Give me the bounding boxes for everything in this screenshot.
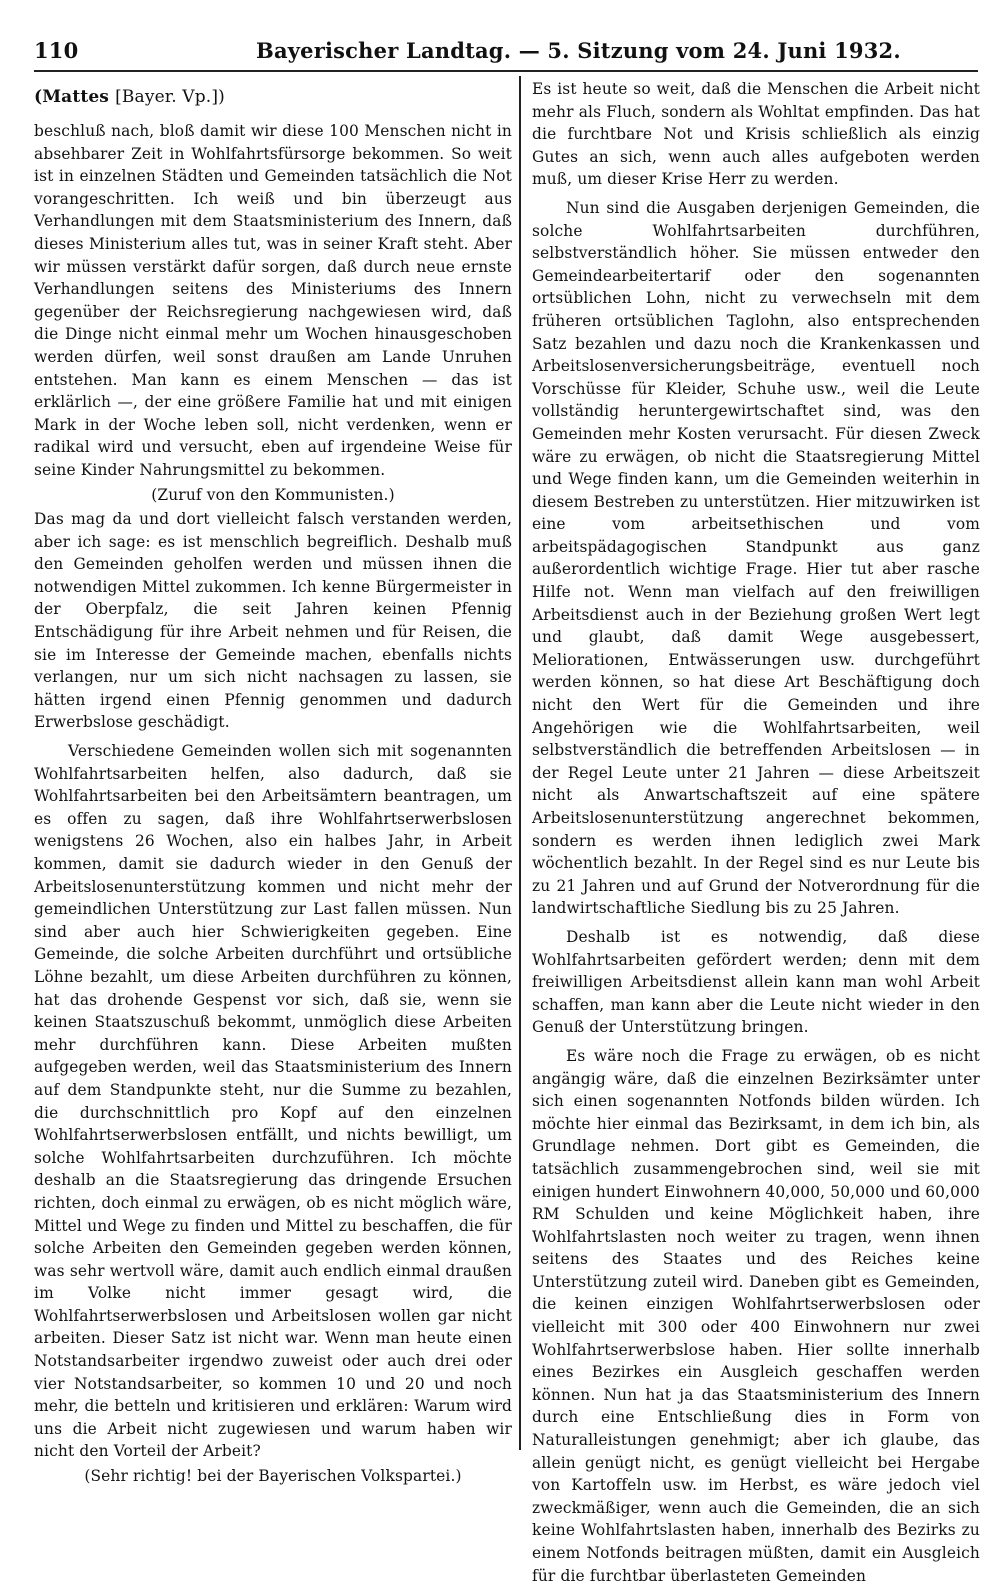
paragraph: Das mag da und dort vielleicht falsch verstanden werden, aber ich sage: es ist menschlich begreiflich. Deshalb muß den Gemeinden geholfen werden und müssen ihnen die notwendigen Mittel zukommen. Ich kenne Bürgermeister in der Oberpfalz, die seit Jahren keinen Pfennig Entschädigung für ihre Arbeit nehmen und für Reisen, die sie im Interesse der Gemeinde machen, ebenfalls nichts verlangen, nur um sich nicht nachsagen zu lassen, sie hätten irgend einen Pfennig genommen und dadurch Erwerbslose geschädigt. xyxy=(34,510,512,732)
paragraph: Es ist heute so weit, daß die Menschen die Arbeit nicht mehr als Fluch, sondern als Wohltat empfinden. Das hat die furchtbare Not und Krisis schließlich als einzig Gutes an sich, wenn auch alles aufgeboten werden muß, um dieser Krise Herr zu werden. xyxy=(532,80,980,189)
running-title: Bayerischer Landtag. — 5. Sitzung vom 24. Juni 1932. xyxy=(256,38,901,63)
page-number: 110 xyxy=(34,38,79,63)
interjection: (Zuruf von den Kommunisten.) xyxy=(151,485,395,504)
speaker-name: (Mattes xyxy=(34,87,110,107)
interjection: (Sehr richtig! bei der Bayerischen Volkspartei.) xyxy=(84,1467,462,1486)
paragraph: beschluß nach, bloß damit wir diese 100 Menschen nicht in absehbarer Zeit in Wohlfahrtsfürsorge bekommen. So weit ist in einzelnen Städten und Gemeinden tatsächlich die Not vorangeschritten. Ich weiß und bin überzeugt aus Verhandlungen mit dem Staatsministerium des Innern, daß dieses Ministerium alles tut, was in seiner Kraft steht. Aber wir müssen verstärkt dafür sorgen, daß durch neue ernste Verhandlungen seitens des Ministeriums des Innern gegenüber der Reichsregierung nachgewiesen wird, daß die Dinge nicht einmal mehr um Wochen hinausgeschoben werden dürfen, weil sonst draußen am Lande Unruhen entstehen. Man kann es einem Menschen — das ist erklärlich —, der eine größere Familie hat und mit einigen Mark in der Woche leben soll, nicht verdenken, wenn er radikal wird und versucht, eben auf irgendeine Weise für seine Kinder Nahrungsmittel zu bekommen. xyxy=(34,122,512,479)
header-rule xyxy=(34,70,978,72)
left-column xyxy=(34,80,512,1503)
paragraph: Verschiedene Gemeinden wollen sich mit sogenannten Wohlfahrtsarbeiten helfen, also dadurch, daß sie Wohlfahrtsarbeiten bei den Arbeitsämtern beantragen, um es offen zu sagen, daß ihre Wohlfahrtserwerbslosen wenigstens 26 Wochen, also ein halbes Jahr, in Arbeit kommen, damit sie dadurch wieder in den Genuß der Arbeitslosenunterstützung kommen und nicht mehr der gemeindlichen Unterstützung zur Last fallen müssen. Nun sind aber auch hier Schwierigkeiten gegeben. Eine Gemeinde, die solche Arbeiten durchführt und ortsübliche Löhne bezahlt, um diese Arbeiten durchführen zu können, hat das drohende Gespenst vor sich, daß sie, wenn sie keinen Staatszuschuß bekommt, unmöglich diese Arbeiten mehr durchführen kann. Diese Arbeiten mußten aufgegeben werden, weil das Staatsministerium des Innern auf dem Standpunkte steht, nur die Summe zu bezahlen, die durchschnittlich pro Kopf auf den einzelnen Wohlfahrtserwerbslosen entfällt, und nichts bewilligt, um solche Wohlfahrtsarbeiten durchzuführen. Ich möchte deshalb an die Staatsregierung das dringende Ersuchen richten, doch einmal zu erwägen, ob es nicht möglich wäre, Mittel und Wege zu finden und Mittel zu beschaffen, die für solche Arbeiten den Gemeinden gegeben werden können, was sehr wertvoll wäre, damit auch endlich einmal draußen im Volke nicht immer gesagt wird, die Wohlfahrtserwerbslosen und Arbeitslosen wollen gar nicht arbeiten. Dieser Satz ist nicht war. Wenn man heute einen Notstandsarbeiter irgendwo zuweist oder auch drei oder vier Notstandsarbeiter, so kommen 10 und 20 und noch mehr, die betteln und kritisieren und erklären: Warum wird uns die Arbeit nicht zugewiesen und warum haben wir nicht den Vorteil der Arbeit? xyxy=(34,742,512,1461)
paragraph: Es wäre noch die Frage zu erwägen, ob es nicht angängig wäre, daß die einzelnen Bezirksämter unter sich einen sogenannten Notfonds bilden würden. Ich möchte hier einmal das Bezirksamt, in dem ich bin, als Grundlage nehmen. Dort gibt es Gemeinden, die tatsächlich zusammengebrochen sind, weil sie mit einigen hundert Einwohnern 40,000, 50,000 und 60,000 RM Schulden und keine Möglichkeit haben, ihre Wohlfahrtslasten noch weiter zu tragen, wenn ihnen seitens des Staates und des Reiches keine Unterstützung zuteil wird. Daneben gibt es Gemeinden, die keinen einzigen Wohlfahrtserwerbslosen oder vielleicht mit 300 oder 400 Einwohnern nur zwei Wohlfahrtserwerbslose haben. Hier sollte innerhalb eines Bezirkes ein Ausgleich geschaffen werden können. Nun hat ja das Staatsministerium des Innern durch eine Entschließung dies in Form von Naturalleistungen genehmigt; aber ich glaube, das allein genügt nicht, es genügt vielleicht bei Hergabe von Kartoffeln usw. im Herbst, es wäre jedoch viel zweckmäßiger, wenn auch die Gemeinden, die an sich keine Wohlfahrtslasten haben, innerhalb des Bezirks zu einem Notfonds beitragen müßten, damit ein Ausgleich für die furchtbar überlasteten Gemeinden xyxy=(532,1046,980,1585)
speaker-party: [Bayer. Vp.]) xyxy=(115,87,225,107)
paragraph: Nun sind die Ausgaben derjenigen Gemeinden, die solche Wohlfahrtsarbeiten durchführen, selbstverständlich höher. Sie müssen entweder den Gemeindearbeitertarif oder den sogenannten ortsüblichen Lohn, nicht zu verwechseln mit dem früheren ortsüblichen Taglohn, also entsprechenden Satz bezahlen und dazu noch die Krankenkassen und Arbeitslosenversicherungsbeiträge, eventuell noch Vorschüsse für Kleider, Schuhe usw., weil die Leute vollständig heruntergewirtschaftet sind, was den Gemeinden mehr Kosten verursacht. Für diesen Zweck wäre zu erwägen, ob nicht die Staatsregierung Mittel und Wege finden kann, um die Gemeinden weiterhin in diesem Bestreben zu unterstützen. Hier mitzuwirken ist eine vom arbeitsethischen und vom arbeitspädagogischen Standpunkt aus ganz außerordentlich wichtige Frage. Hier tut aber rasche Hilfe not. Wenn man vielfach auf den freiwilligen Arbeitsdienst auch in der Beziehung großen Wert legt und glaubt, daß damit Wege ausgebessert, Meliorationen, Entwässerungen usw. durchgeführt werden können, so hat diese Art Beschäftigung doch nicht den Wert für die Gemeinden und ihre Angehörigen wie die Wohlfahrtsarbeiten, weil selbstverständlich die betreffenden Arbeitslosen — in der Regel Leute unter 21 Jahren — diese Arbeitszeit nicht als Anwartschaftszeit auf eine spätere Arbeitslosenunterstützung angerechnet bekommen, sondern es werden ihnen lediglich zwei Mark wöchentlich bezahlt. In der Regel sind es nur Leute bis zu 21 Jahren und auf Grund der Notverordnung für die landwirtschaftliche Siedlung bis zu 25 Jahren. xyxy=(532,198,980,918)
column-divider xyxy=(519,76,521,1450)
speaker-line xyxy=(34,84,512,110)
paragraph: Deshalb ist es notwendig, daß diese Wohlfahrtsarbeiten gefördert werden; denn mit dem freiwilligen Arbeitsdienst allein kann man wohl Arbeit schaffen, man kann aber die Leute nicht wieder in den Genuß der Unterstützung bringen. xyxy=(532,927,980,1037)
right-column xyxy=(532,78,980,1587)
page-header xyxy=(34,38,980,68)
